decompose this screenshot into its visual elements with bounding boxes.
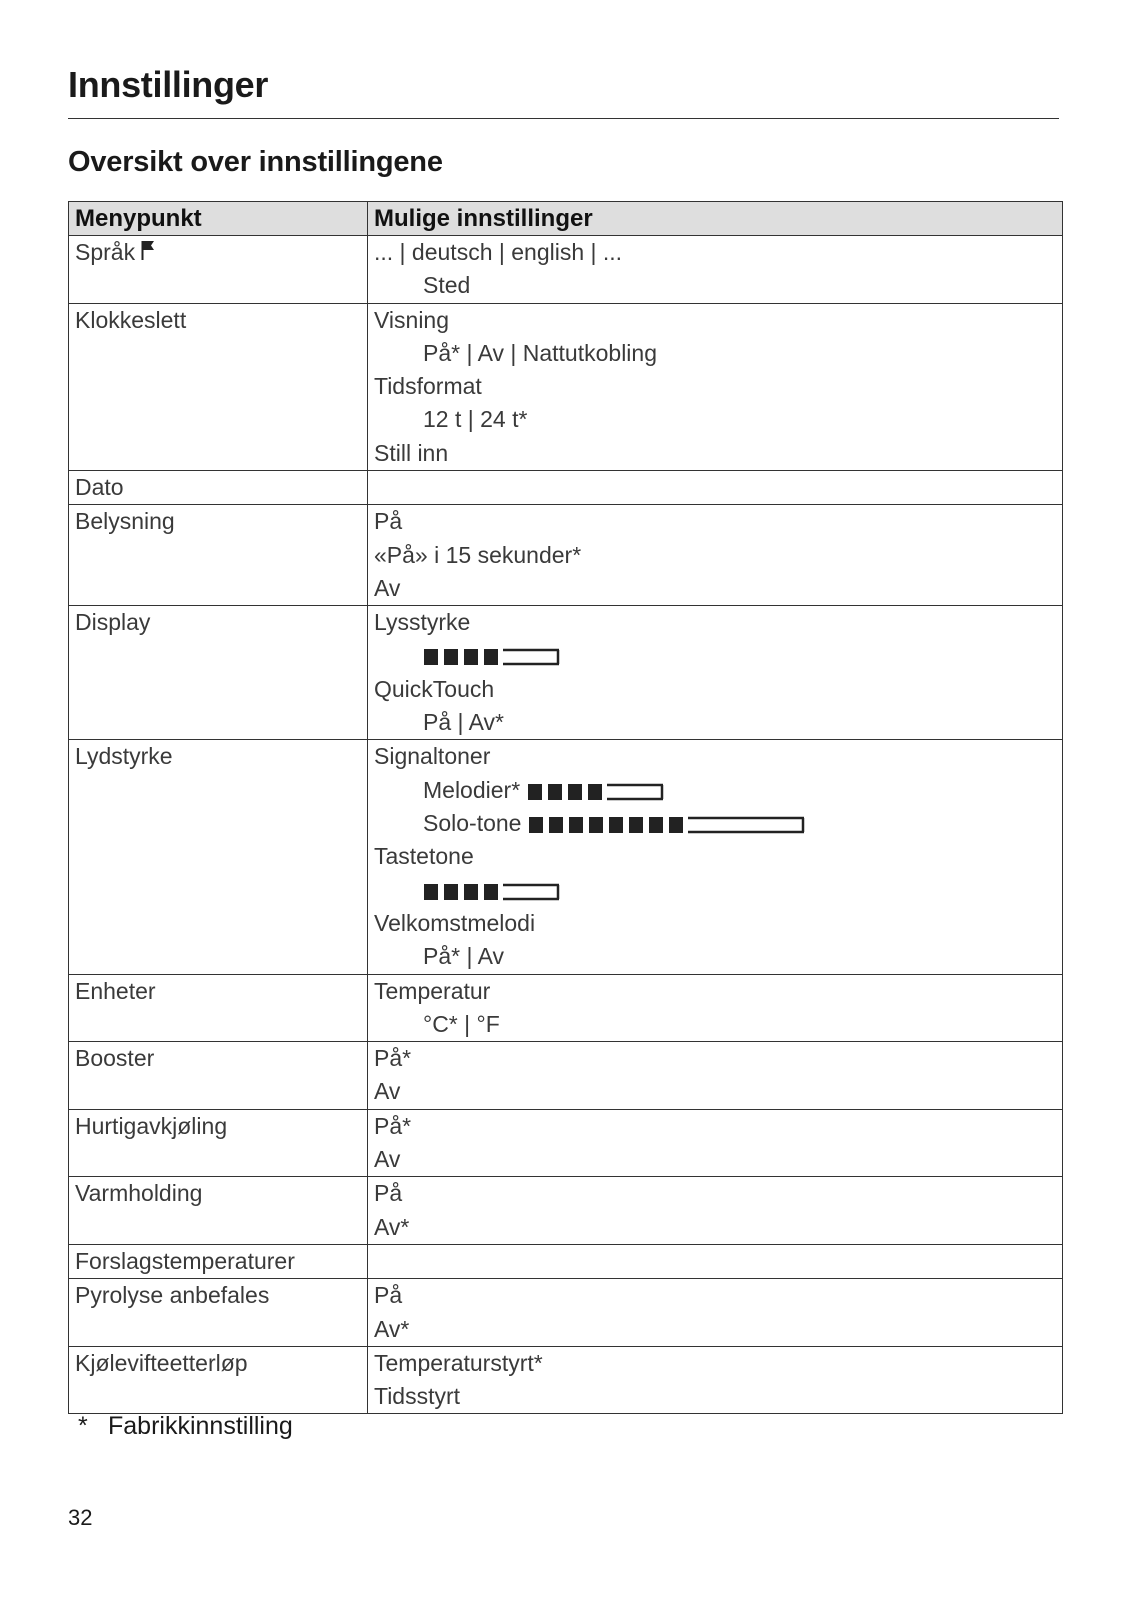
setting-option	[374, 437, 1056, 470]
level-segment-empty	[503, 650, 523, 664]
level-segment-filled	[444, 649, 458, 665]
setting-option-text: Solo-tone	[423, 810, 522, 837]
setting-option	[374, 1042, 1056, 1075]
level-segment-empty	[647, 785, 663, 799]
setting-option-text: 12 t | 24 t*	[423, 406, 528, 433]
footnote-text: Fabrikkinnstilling	[108, 1412, 293, 1440]
setting-option	[374, 572, 1056, 605]
setting-option	[374, 269, 1056, 302]
setting-option	[374, 1279, 1056, 1312]
level-segment-empty	[728, 818, 748, 832]
menu-item-label: Forslagstemperaturer	[75, 1247, 295, 1274]
setting-option	[374, 505, 1056, 538]
level-segment-filled	[548, 784, 562, 800]
level-segment-filled	[464, 884, 478, 900]
table-row-sprak	[69, 236, 1063, 304]
settings-cell	[368, 303, 1063, 470]
level-segment-filled	[609, 817, 623, 833]
setting-option	[374, 640, 1056, 673]
setting-option-text: Melodier*	[423, 776, 521, 803]
setting-option-text: °C* | °F	[423, 1010, 500, 1037]
setting-option-text: Signaltoner	[374, 743, 491, 770]
setting-option-text: På	[374, 1282, 403, 1309]
level-segment-filled	[588, 784, 602, 800]
setting-option	[374, 1143, 1056, 1176]
menu-item-label: Kjølevifteetterløp	[75, 1349, 248, 1376]
level-segment-empty	[688, 818, 708, 832]
setting-option-text: Tidsstyrt	[374, 1383, 461, 1410]
settings-table-body	[69, 236, 1063, 1414]
title-divider	[68, 118, 1059, 119]
level-segment-filled	[484, 884, 498, 900]
setting-option	[374, 907, 1056, 940]
level-segment-filled	[528, 784, 542, 800]
menu-item-cell	[69, 974, 368, 1042]
setting-option	[374, 940, 1056, 973]
setting-option	[374, 539, 1056, 572]
table-row-belysning	[69, 505, 1063, 606]
level-indicator-icon	[423, 647, 563, 667]
setting-option-text: ... | deutsch | english | ...	[374, 239, 623, 265]
level-segment-empty	[543, 885, 559, 899]
setting-option-text: Still inn	[374, 439, 449, 466]
setting-option	[374, 1177, 1056, 1210]
setting-option	[374, 1110, 1056, 1143]
settings-cell	[368, 1042, 1063, 1110]
level-segment-empty	[748, 818, 768, 832]
menu-item-label: Klokkeslett	[75, 306, 187, 333]
page-number: 32	[68, 1505, 93, 1530]
setting-option	[374, 337, 1056, 370]
setting-option	[374, 975, 1056, 1008]
setting-option	[374, 236, 1056, 269]
menu-item-cell	[69, 1346, 368, 1414]
menu-item-cell	[69, 505, 368, 606]
setting-option-text: På | Av*	[423, 709, 504, 736]
table-row-enheter	[69, 974, 1063, 1042]
setting-option	[374, 874, 1056, 907]
setting-option	[374, 706, 1056, 739]
table-row-pyrolyse-anbefales	[69, 1279, 1063, 1347]
setting-option	[374, 1347, 1056, 1380]
menu-item-cell	[69, 1279, 368, 1347]
settings-cell	[368, 1279, 1063, 1347]
settings-cell	[368, 1244, 1063, 1278]
menu-item-label: Dato	[75, 474, 124, 501]
table-row-forslagstemperaturer	[69, 1244, 1063, 1278]
setting-option	[374, 673, 1056, 706]
setting-option-text: Tidsformat	[374, 373, 482, 400]
setting-option	[374, 606, 1056, 639]
table-row-booster	[69, 1042, 1063, 1110]
level-segment-empty	[543, 650, 559, 664]
setting-option	[374, 840, 1056, 873]
menu-item-label: Språk	[75, 239, 136, 265]
setting-option	[374, 1380, 1056, 1413]
setting-option-text: «På» i 15 sekunder*	[374, 541, 582, 568]
level-segment-filled	[649, 817, 663, 833]
settings-cell	[368, 1109, 1063, 1177]
setting-option-text: Av*	[374, 1213, 410, 1240]
setting-option-text: Temperaturstyrt*	[374, 1349, 543, 1376]
settings-table	[68, 201, 1063, 1414]
level-indicator-icon	[423, 882, 563, 902]
column-header-possible-settings: Mulige innstillinger	[368, 202, 1063, 236]
setting-option	[374, 774, 1056, 807]
level-segment-empty	[788, 818, 804, 832]
setting-option-text: På	[374, 508, 403, 535]
setting-option-text: Lysstyrke	[374, 609, 471, 636]
setting-option-text: På	[374, 1180, 403, 1207]
flag-icon	[141, 236, 155, 269]
settings-cell	[368, 471, 1063, 505]
menu-item-label: Pyrolyse anbefales	[75, 1282, 270, 1309]
section-title: Oversikt over innstillingene	[68, 146, 443, 178]
setting-option-text: Av	[374, 1146, 401, 1173]
level-segment-filled	[464, 649, 478, 665]
settings-cell	[368, 974, 1063, 1042]
settings-cell	[368, 740, 1063, 974]
level-segment-filled	[444, 884, 458, 900]
table-row-kjolevifteetterlop	[69, 1346, 1063, 1414]
level-segment-filled	[568, 784, 582, 800]
setting-option-text: På*	[374, 1112, 412, 1139]
settings-cell	[368, 1177, 1063, 1245]
table-header-row	[69, 202, 1063, 236]
level-segment-empty	[523, 650, 543, 664]
level-segment-filled	[589, 817, 603, 833]
menu-item-label: Display	[75, 609, 151, 636]
menu-item-label: Belysning	[75, 508, 175, 535]
setting-option-text: QuickTouch	[374, 675, 495, 702]
setting-option	[374, 1211, 1056, 1244]
footnote	[78, 1412, 293, 1441]
column-header-menu-item: Menypunkt	[69, 202, 368, 236]
level-segment-empty	[523, 885, 543, 899]
setting-option	[374, 1075, 1056, 1108]
table-row-display	[69, 606, 1063, 740]
menu-item-label: Hurtigavkjøling	[75, 1112, 228, 1139]
settings-cell	[368, 606, 1063, 740]
setting-option	[374, 403, 1056, 436]
setting-option-text: Visning	[374, 306, 450, 333]
setting-option	[374, 370, 1056, 403]
level-segment-filled	[424, 884, 438, 900]
table-row-varmholding	[69, 1177, 1063, 1245]
setting-option	[374, 1008, 1056, 1041]
table-row-lydstyrke	[69, 740, 1063, 974]
setting-option-text: Av	[374, 1078, 401, 1105]
menu-item-label: Booster	[75, 1045, 155, 1072]
setting-option	[374, 1313, 1056, 1346]
level-segment-filled	[669, 817, 683, 833]
level-segment-filled	[424, 649, 438, 665]
level-segment-filled	[484, 649, 498, 665]
menu-item-cell	[69, 1177, 368, 1245]
menu-item-cell	[69, 1244, 368, 1278]
menu-item-label: Enheter	[75, 977, 156, 1004]
settings-cell	[368, 505, 1063, 606]
table-row-klokkeslett	[69, 303, 1063, 470]
menu-item-cell	[69, 606, 368, 740]
menu-item-cell	[69, 1109, 368, 1177]
setting-option-text: Tastetone	[374, 843, 474, 870]
level-indicator-icon	[528, 815, 808, 835]
table-row-hurtigavkjoling	[69, 1109, 1063, 1177]
table-row-dato	[69, 471, 1063, 505]
menu-item-cell	[69, 303, 368, 470]
page-title: Innstillinger	[68, 64, 269, 105]
level-segment-filled	[569, 817, 583, 833]
level-segment-empty	[768, 818, 788, 832]
setting-option-text: Temperatur	[374, 977, 491, 1004]
menu-item-label: Varmholding	[75, 1180, 203, 1207]
level-segment-empty	[503, 885, 523, 899]
setting-option	[374, 807, 1056, 840]
setting-option	[374, 304, 1056, 337]
setting-option-text: Velkomstmelodi	[374, 909, 536, 936]
setting-option-text: Sted	[423, 272, 471, 299]
setting-option-text: På*	[374, 1045, 412, 1072]
level-segment-filled	[629, 817, 643, 833]
menu-item-label: Lydstyrke	[75, 743, 173, 770]
setting-option-text: På* | Av	[423, 943, 504, 970]
level-segment-filled	[529, 817, 543, 833]
setting-option-text: Av*	[374, 1315, 410, 1342]
level-segment-empty	[607, 785, 627, 799]
setting-option-text: På* | Av | Nattutkobling	[423, 339, 657, 366]
settings-cell	[368, 236, 1063, 304]
settings-cell	[368, 1346, 1063, 1414]
level-segment-filled	[549, 817, 563, 833]
menu-item-cell	[69, 236, 368, 304]
level-segment-empty	[627, 785, 647, 799]
level-segment-empty	[708, 818, 728, 832]
menu-item-cell	[69, 740, 368, 974]
setting-option-text: Av	[374, 574, 401, 601]
setting-option	[374, 740, 1056, 773]
footnote-marker: *	[78, 1412, 88, 1440]
level-indicator-icon	[527, 782, 667, 802]
menu-item-cell	[69, 471, 368, 505]
menu-item-cell	[69, 1042, 368, 1110]
